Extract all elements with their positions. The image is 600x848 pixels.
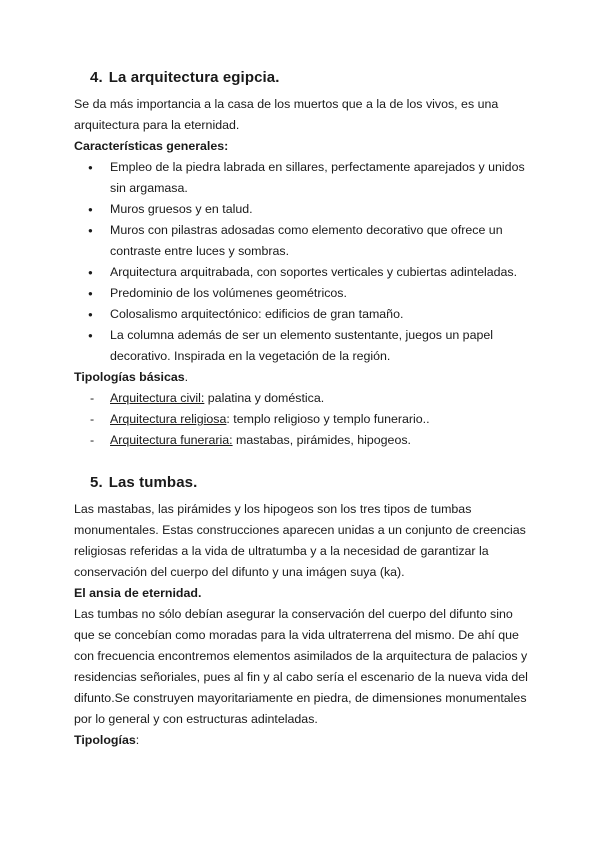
typology-desc: : templo religioso y templo funerario.. bbox=[226, 412, 430, 426]
typology-term: Arquitectura funeraria: bbox=[110, 433, 233, 447]
typologies-heading: Tipologías básicas bbox=[74, 370, 185, 384]
list-item: ● Arquitectura arquitrabada, con soportes verticales y cubiertas adinteladas. bbox=[74, 262, 530, 283]
list-item: ● Colosalismo arquitectónico: edificios de gran tamaño. bbox=[74, 304, 530, 325]
list-item: ● Predominio de los volúmenes geométricos. bbox=[74, 283, 530, 304]
eternity-text: Las tumbas no sólo debían asegurar la conservación del cuerpo del difunto sino que se concebían como moradas para la vida ultraterrena del mismo. De ahí que con frecuencia encontremos elementos asimilados de la arquitectura de palacios y residencias señoriales, pues al fin y al cabo sería el escenario de la nueva vida del difunto.Se construyen mayoritariamente en piedra, de dimensiones monumentales por lo general y con estructuras adinteladas. bbox=[74, 607, 528, 726]
features-list bbox=[74, 157, 530, 367]
section-5-title: Las tumbas. bbox=[108, 474, 198, 491]
list-item: ● La columna además de ser un elemento sustentante, juegos un papel decorativo. Inspirada en la vegetación de la región. bbox=[74, 325, 530, 367]
list-item: ● Muros con pilastras adosadas como elemento decorativo que ofrece un contraste entre luces y sombras. bbox=[74, 220, 530, 262]
features-heading: Características generales: bbox=[74, 139, 229, 153]
section-5-typologies-heading: Tipologías bbox=[74, 733, 136, 747]
typology-term: Arquitectura religiosa bbox=[110, 412, 227, 426]
section-4-heading bbox=[90, 68, 530, 88]
list-item bbox=[74, 388, 530, 409]
typology-desc: mastabas, pirámides, hipogeos. bbox=[232, 433, 411, 447]
list-item: ● Muros gruesos y en talud. bbox=[74, 199, 530, 220]
typologies-list bbox=[74, 388, 530, 451]
section-5-typologies-suffix: : bbox=[135, 733, 140, 747]
list-item: ● Empleo de la piedra labrada en sillares, perfectamente aparejados y unidos sin argamasa. bbox=[74, 157, 530, 199]
typologies-heading-suffix: . bbox=[184, 370, 189, 384]
typologies-heading-line bbox=[74, 367, 530, 388]
section-5-intro: Las mastabas, las pirámides y los hipogeos son los tres tipos de tumbas monumentales. Estas construcciones aparecen unidas a un conjunto de creencias religiosas referidas a la vida de ultratumba y a la necesidad de garantizar la conservación del cuerpo del difunto y una imágen suya (ka). bbox=[74, 502, 526, 579]
section-spacer bbox=[74, 451, 530, 473]
section-5-heading bbox=[90, 473, 530, 493]
eternity-heading: El ansia de eternidad. bbox=[74, 586, 202, 600]
typology-term: Arquitectura civil: bbox=[110, 391, 205, 405]
list-item bbox=[74, 430, 530, 451]
section-5-number: 5. bbox=[90, 474, 103, 491]
section-4-title: La arquitectura egipcia. bbox=[108, 69, 280, 86]
list-item bbox=[74, 409, 530, 430]
section-5-typologies-line bbox=[74, 730, 530, 751]
section-4-number: 4. bbox=[90, 69, 103, 86]
typology-desc: palatina y doméstica. bbox=[204, 391, 325, 405]
section-4-intro: Se da más importancia a la casa de los muertos que a la de los vivos, es una arquitectura para la eternidad. bbox=[74, 97, 499, 132]
